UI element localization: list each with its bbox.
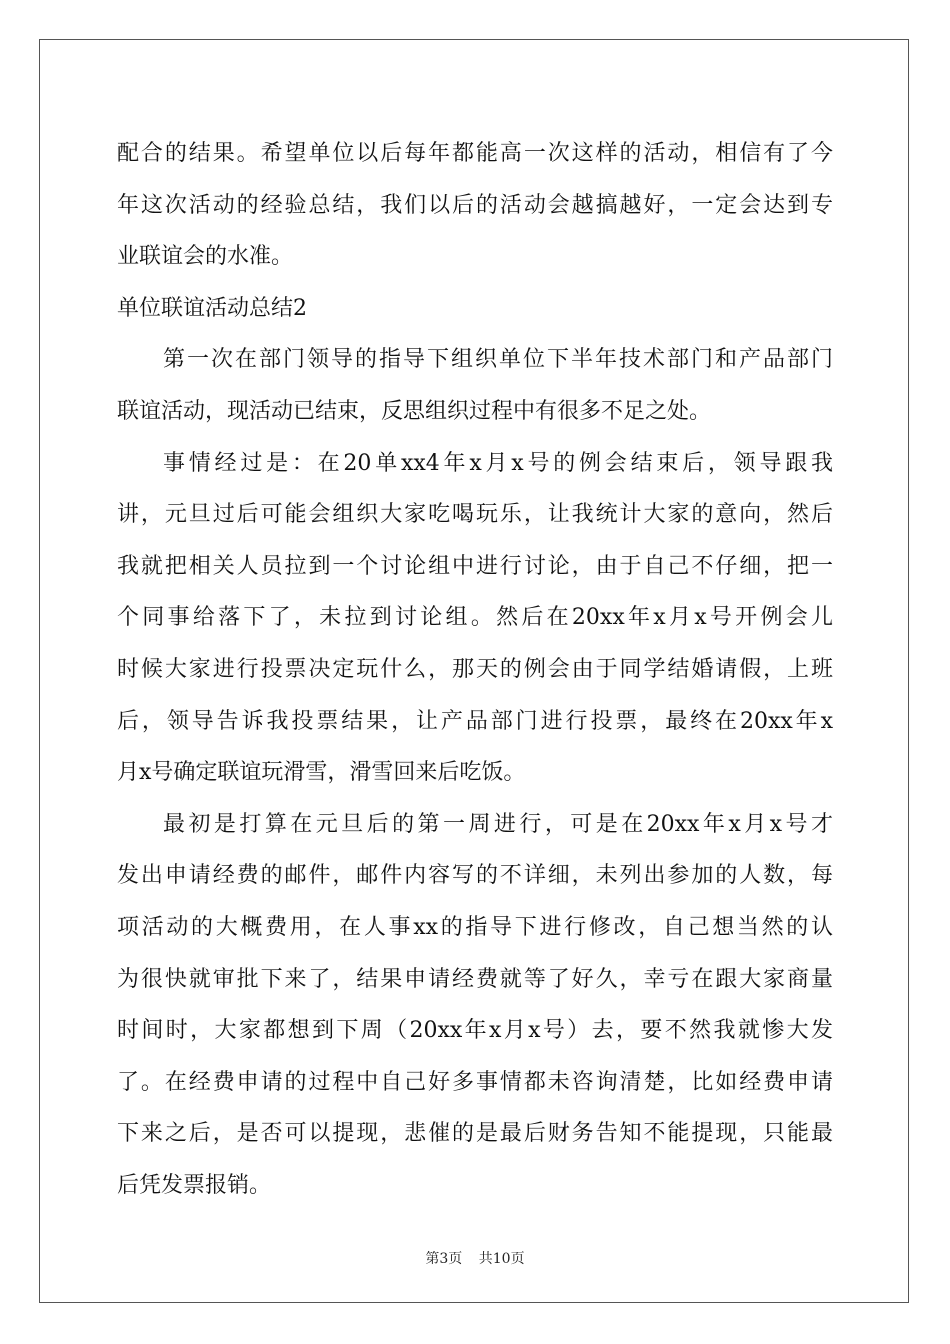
text-line: 业联谊会的水准。 [117,244,294,270]
text-line: 我就把相关人员拉到一个讨论组中进行讨论，由于自己不仔细，把一 [117,553,833,579]
text-line: 联谊活动，现活动已结束，反思组织过程中有很多不足之处。 [117,398,712,424]
text-line: 下来之后，是否可以提现，悲催的是最后财务告知不能提现，只能最 [117,1121,833,1147]
text-line: 后，领导告诉我投票结果，让产品部门进行投票，最终在20xx年x [117,708,833,734]
document-body [117,128,833,1211]
page-total: 共10页 [478,1251,525,1267]
text-line: 后凭发票报销。 [117,1172,272,1198]
text-line: 月x号确定联谊玩滑雪，滑雪回来后吃饭。 [117,760,526,786]
text-line: 配合的结果。希望单位以后每年都能高一次这样的活动，相信有了今 [117,141,833,166]
text-line: 项活动的大概费用，在人事xx的指导下进行修改，自己想当然的认 [117,914,833,940]
text-line: 了。在经费申请的过程中自己好多事情都未咨询清楚，比如经费申请 [117,1069,833,1095]
text-line: 时候大家进行投票决定玩什么，那天的例会由于同学结婚请假，上班 [117,656,833,682]
text-line: 最初是打算在元旦后的第一周进行，可是在20xx年x月x号才 [163,811,833,837]
text-line: 发出申请经费的邮件，邮件内容写的不详细，未列出参加的人数，每 [117,863,833,889]
text-line: 为很快就审批下来了，结果申请经费就等了好久，幸亏在跟大家商量 [117,966,833,992]
text-line: 第一次在部门领导的指导下组织单位下半年技术部门和产品部门 [163,347,833,373]
text-line: 事情经过是：在20单xx4年x月x号的例会结束后，领导跟我 [163,450,833,476]
text-line: 年这次活动的经验总结，我们以后的活动会越搞越好，一定会达到专 [117,192,833,218]
page-number: 第3页 [425,1251,463,1267]
page-footer [0,1248,950,1268]
section-heading: 单位联谊活动总结2 [117,295,307,321]
text-line: 讲，元旦过后可能会组织大家吃喝玩乐，让我统计大家的意向，然后 [117,502,833,528]
text-line: 时间时，大家都想到下周（20xx年x月x号）去，要不然我就惨大发 [117,1018,834,1044]
text-line: 个同事给落下了，未拉到讨论组。然后在20xx年x月x号开例会儿 [117,605,833,631]
